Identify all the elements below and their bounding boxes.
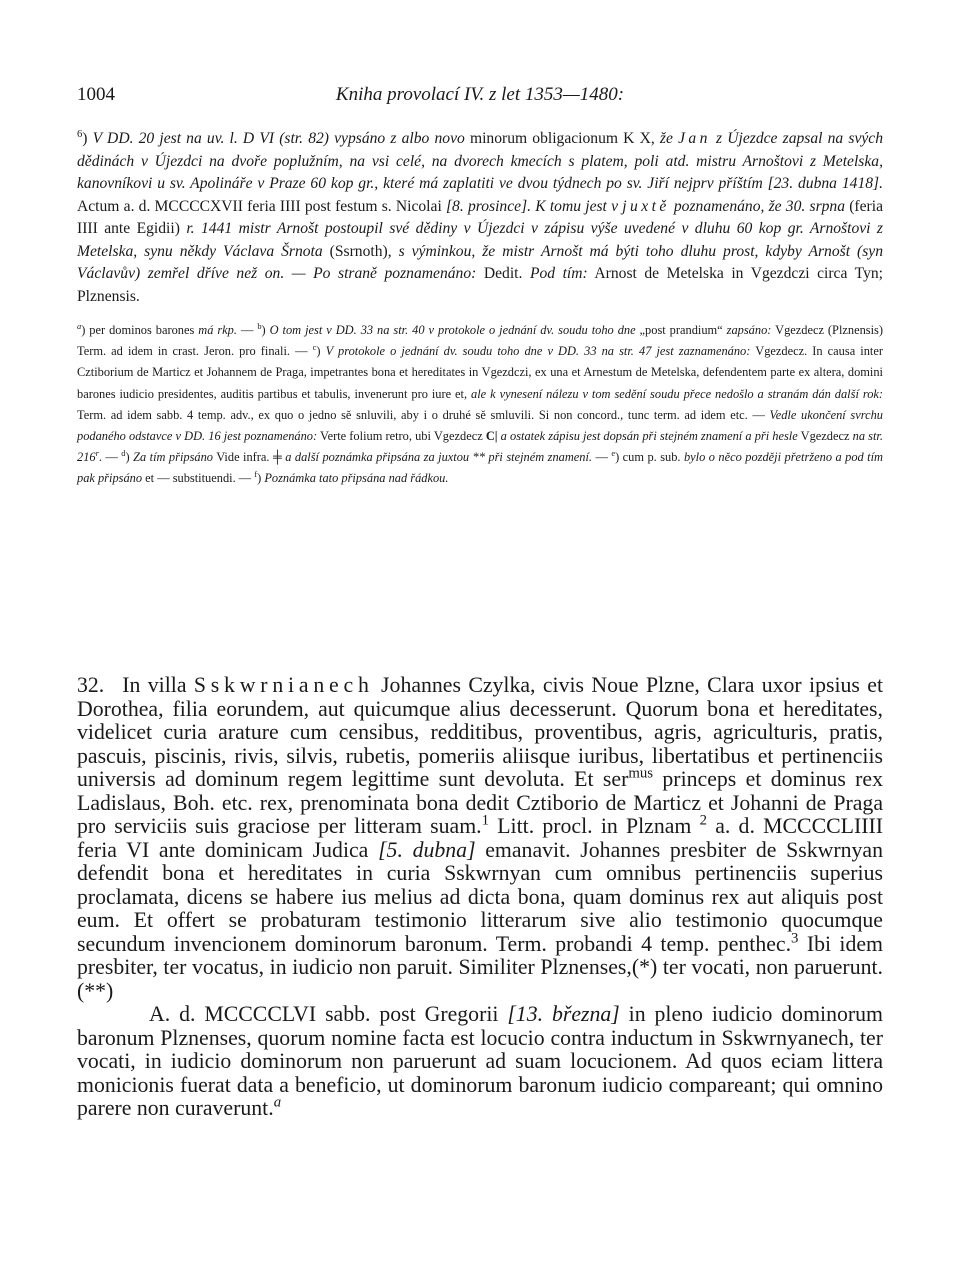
note-marker: 2 [699,812,707,829]
textual-note-text: Verte folium retro, ubi Vgezdecz [317,429,486,444]
note-marker: 6 [77,128,83,140]
footnote-text: Arnost de Metelska in Vgezdczi circa Tyn; Plznensis. [77,265,884,305]
entry-paragraph [77,674,883,1003]
textual-note-text: zapsáno: [726,323,772,337]
footnote-text: Dedit. [476,265,530,282]
textual-note-text: Vgezdecz (Plznensis) Term. ad idem in crast. Jeron. pro finali. — [77,323,883,359]
textual-note-text: ) [261,323,270,337]
textual-note-text: Vgezdecz [797,429,853,444]
textual-note-text: na str. 216 [77,429,883,465]
footnote-text: V DD. 20 jest na uv. l. D VI (str. 82) vypsáno z albo novo [92,130,465,147]
textual-note-text: ) cum p. sub. [615,450,684,465]
entry-text: [13. března] [507,1002,620,1026]
textual-note-text: . — [98,450,122,465]
footnotes-block [77,128,883,490]
textual-note-text: a ostatek zápisu jest dopsán při stejném znamení a při hesle [500,429,798,444]
entry-text: emanavit. Johannes presbiter de Sskwrnyan defendit bona et hereditates in curia Sskwrnyan cum omnibus pertinenciis superius proclamata, dicens se habere ius melius ad dicta bona, quam dominus rex aut aliquis post eum. Et offert se probaturam testimonio litterarum sive alio testimonio quocumque secundum invencionem dominorum baronum. Term. probandi 4 temp. penthec. [77,837,883,956]
note-marker: c [312,342,317,353]
textual-note-text: ale k vynesení nálezu v tom sedění soudu přece nedošlo a stranám dán další rok: [471,386,884,401]
textual-note-text: ╪ [272,450,282,465]
running-title: Kniha provolací IV. z let 1353—1480: [335,84,625,105]
running-head [77,84,883,108]
textual-note-text: Za tím připsáno [133,450,213,465]
textual-note-text: Vgezdecz. In causa inter Cztiborium de Marticz et Johannem de Praga, impetrantes bona et hereditates in Vgezdczi, ex una et Arnestum de Metelska, defendentem parte ex altera, domini barones iudicio presidentes, auditis partibus et tabulis, invenerunt pro iure et, [77,344,883,401]
page-number: 1004 [77,84,115,105]
entry-text: In villa [122,673,194,697]
footnote-text: že [659,130,679,147]
textual-note-text: Vide infra. [213,450,273,465]
footnote-text: Jan [678,130,711,147]
textual-note-text: ) per dominos barones [81,323,199,337]
footnote-text: r. 1441 mistr Arnošt postoupil své dědiny v Újezdci v zápisu výše uvedené v dluhu 60 kop gr. Arnoštovi z Metelska, synu někdy Václava Šrnota [77,220,884,260]
note-marker: 3 [791,930,799,947]
entry-text: Ibi idem presbiter, ter vocatus, in iudicio non paruit. Similiter Plznenses,(*) ter vocati, non paruerunt. (**) [77,931,883,1003]
textual-note-text: Vedle ukončení svrchu podaného odstavce v DD. 16 jest poznamenáno: [77,407,883,444]
note-marker: 1 [481,812,490,829]
footnote-text: juxtě [622,197,670,215]
entry-text: A. d. MCCCCLVI sabb. post Gregorii [149,1002,508,1026]
entry-text: Sskwrnianech [193,673,374,697]
footnote-text: (Ssrnoth), [322,242,399,260]
entry-text: Johannes Czylka, civis Noue Plzne, Clara uxor ipsius et Dorothea, filia eorundem, aut quicumque alius decesserunt. Quorum bona et hereditates, videlicet curia arature cum censibus, redditibus, proventibus, agris, agriculturis, pratis, pascuis, piscinis, rivis, silvis, rubetis, pomeriis aliisque iuribus, libertatibus et pertinenciis universis ad dominum regem legittime sunt devoluta. Et ser [77,673,884,791]
footnote-text: poznamenáno, že 30. srpna [669,197,846,215]
textual-note-text: C| [485,429,498,444]
footnote-text: s výminkou, že mistr Arnošt má býti toho dluhu prost, kdyby Arnošt (syn Václavův) zemřel dříve než on. — Po straně poznamenáno: [77,242,883,282]
note-marker: d [121,448,126,459]
note-marker: e [611,448,616,459]
footnote-text: ) [82,130,93,147]
footnote-text: K tomu jest v [535,197,623,215]
footnote-text: z Újezdce zapsal na svých dědinách v Újezdci na dvoře poplužním, na vsi celé, na dvorech kmecích s platem, poli atd. mistru Arnoštovi z Metelska, kanovníkovi u sv. Apolináře v Praze 60 kop gr., které má zaplatiti ve dvou týdnech po sv. Jiří nejprv příštím [23. dubna 1418]. [77,130,884,192]
textual-note-text: ) [257,471,265,486]
textual-note-text: V protokole o jednání dv. soudu toho dne v DD. 33 na str. 47 jest zaznamenáno: [325,344,751,359]
textual-note-text: „post prandium“ [635,323,727,337]
entry-text: [5. dubna] [378,837,476,862]
entry-text: in pleno iudicio dominorum baronum Plznenses, quorum nomine facta est locucio contra inductum in Sskwrnyanech, ter vocati, in iudicio dominorum non paruerunt ad suam locucionem. Ad quos eciam littera monicionis fuerat data a beneficio, ut dominorum baronum iudicio compareant; qui omnino parere non curaverunt. [77,1002,883,1120]
entry-text: a. d. MCCCCLIIII feria VI ante dominicam Judica [77,814,883,862]
footnote-text: Pod tím: [529,265,588,282]
footnote-6 [77,128,883,308]
footnote-text: minorum obligacionum K X, [464,130,660,147]
entry-text: Litt. procl. in Plznam [489,814,700,838]
note-marker: a [273,1094,282,1111]
footnote-text: Actum a. d. MCCCCXVII feria IIII post festum s. Nicolai [77,197,446,215]
entry-32 [77,674,883,1121]
textual-notes [77,320,883,490]
note-marker: r [95,448,99,459]
textual-note-text: Poznámka tato připsána nad řádkou. [264,471,449,486]
textual-note-text: O tom jest v DD. 33 na str. 40 v protokole o jednání dv. soudu toho dne [269,323,636,337]
footnote-text: [8. prosince]. [445,197,532,215]
textual-note-text: — [236,323,258,337]
note-marker: a [77,320,82,331]
textual-note-text: bylo o něco později přetrženo a pod tím pak připsáno [77,450,883,486]
textual-note-text: ) [316,344,326,359]
note-marker: f [254,469,258,480]
entry-text: princeps et dominus rex Ladislaus, Boh. etc. rex, prenominata bona dedit Cztiborio de Marticz et Johanni de Praga pro serviciis suis graciose per litteram suam. [77,767,883,838]
footnote-text: (feria IIII ante Egidii) [77,197,883,237]
entry-number: 32. [77,673,105,697]
textual-note-text: et — substituendi. — [142,471,255,486]
textual-note-text: a další poznámka připsána za juxtou ** při stejném znamení. [285,450,593,465]
textual-note-text: má rkp. [198,323,237,337]
textual-note-text: Term. ad idem sabb. 4 temp. adv., ex quo o jedno sě snluvili, aby i o druhé sě smluvili. Si non concord., tunc term. ad idem etc. — [77,407,770,422]
note-marker: mus [628,765,654,782]
textual-note-text: ) [125,450,134,465]
note-marker: b [257,320,262,331]
entry-paragraph [77,1003,883,1121]
textual-note-text: — [592,450,612,465]
